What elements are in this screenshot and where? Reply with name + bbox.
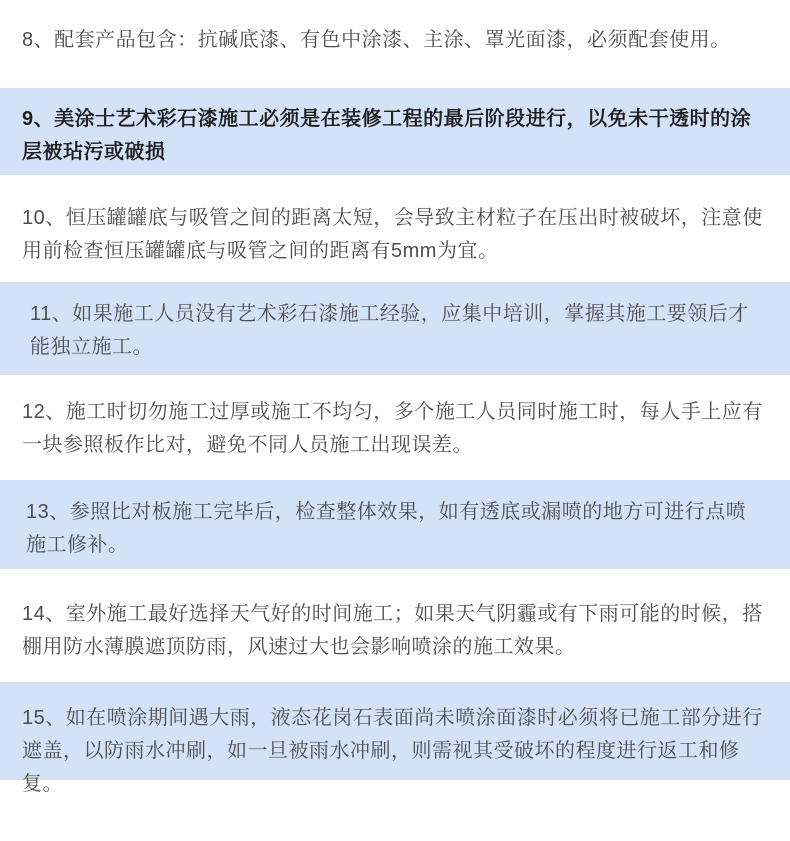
instruction-item-13: 13、参照比对板施工完毕后，检查整体效果，如有透底或漏喷的地方可进行点喷施工修补。	[0, 480, 790, 569]
bottom-whitespace	[0, 780, 790, 841]
instruction-item-12: 12、施工时切勿施工过厚或施工不均匀，多个施工人员同时施工时，每人手上应有一块参照板作比对，避免不同人员施工出现误差。	[0, 375, 790, 480]
instruction-item-14: 14、室外施工最好选择天气好的时间施工；如果天气阴霾或有下雨可能的时候，搭棚用防水薄膜遮顶防雨，风速过大也会影响喷涂的施工效果。	[0, 569, 790, 682]
instruction-item-15: 15、如在喷涂期间遇大雨，液态花岗石表面尚未喷涂面漆时必须将已施工部分进行遮盖，以防雨水冲刷，如一旦被雨水冲刷，则需视其受破坏的程度进行返工和修复。	[0, 682, 790, 780]
instruction-item-8: 8、配套产品包含：抗碱底漆、有色中涂漆、主涂、罩光面漆，必须配套使用。	[0, 0, 790, 88]
instruction-item-10: 10、恒压罐罐底与吸管之间的距离太短，会导致主材粒子在压出时被破坏，注意使用前检查恒压罐罐底与吸管之间的距离有5mm为宜。	[0, 175, 790, 282]
instruction-item-9: 9、美涂士艺术彩石漆施工必须是在装修工程的最后阶段进行，以免未干透时的涂层被玷污或破损	[0, 88, 790, 175]
instruction-item-11: 11、如果施工人员没有艺术彩石漆施工经验，应集中培训，掌握其施工要领后才能独立施工。	[0, 282, 790, 375]
